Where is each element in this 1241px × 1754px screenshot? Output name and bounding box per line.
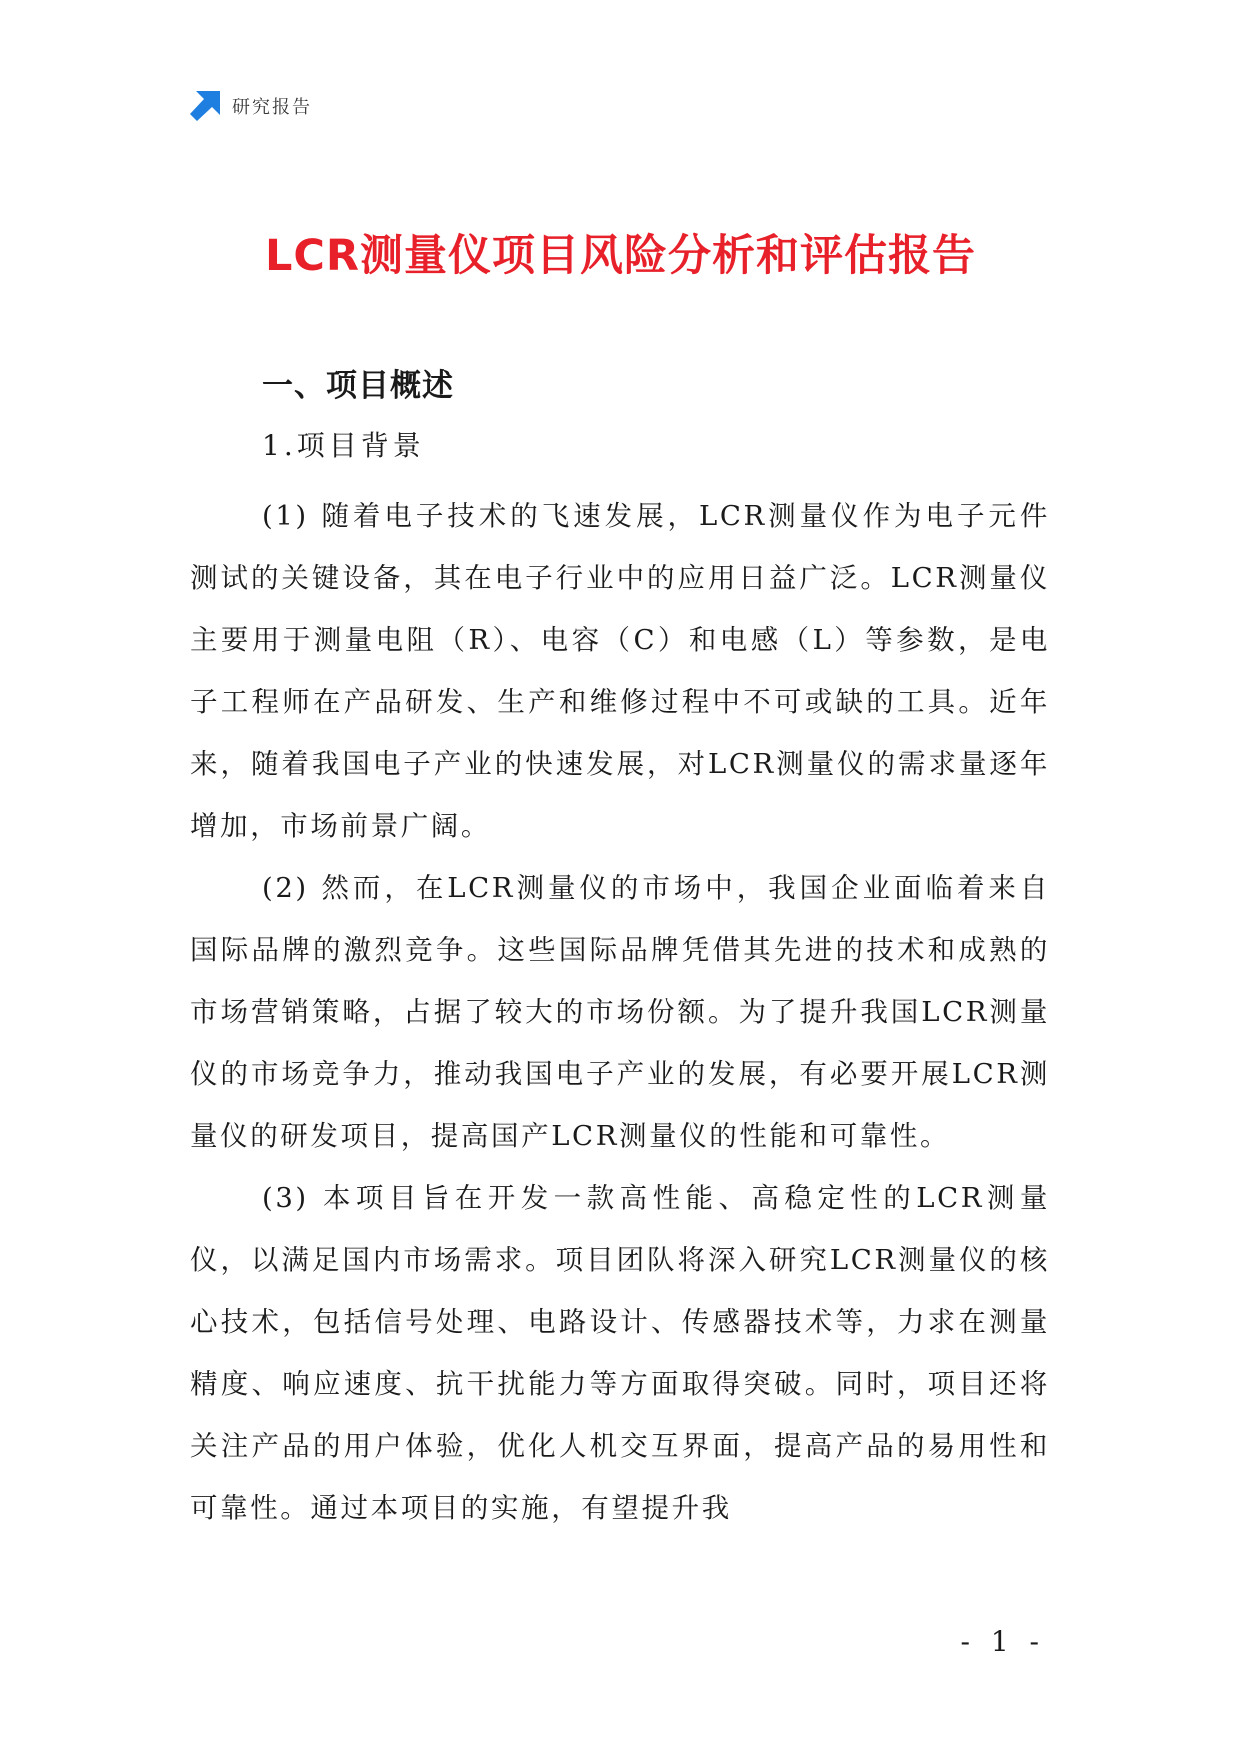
document-title: LCR测量仪项目风险分析和评估报告 (264, 231, 977, 281)
page-number: - 1 - (960, 1625, 1045, 1658)
section-heading: 一、项目概述 (262, 368, 454, 404)
subsection-heading: 1.项目背景 (262, 429, 425, 462)
body-text (190, 485, 1050, 1539)
report-header (190, 90, 312, 122)
paragraph-2: (2) 然而，在LCR测量仪的市场中，我国企业面临着来自国际品牌的激烈竞争。这些国际品牌凭借其先进的技术和成熟的市场营销策略，占据了较大的市场份额。为了提升我国LCR测量仪的市场竞争力，推动我国电子产业的发展，有必要开展LCR测量仪的研发项目，提高国产LCR测量仪的性能和可靠性。 (190, 872, 1050, 1152)
paragraph-3: (3) 本项目旨在开发一款高性能、高稳定性的LCR测量仪，以满足国内市场需求。项目团队将深入研究LCR测量仪的核心技术，包括信号处理、电路设计、传感器技术等，力求在测量精度、响应速度、抗干扰能力等方面取得突破。同时，项目还将关注产品的用户体验，优化人机交互界面，提高产品的易用性和可靠性。通过本项目的实施，有望提升我 (190, 1182, 1050, 1524)
paragraph-1: (1) 随着电子技术的飞速发展，LCR测量仪作为电子元件测试的关键设备，其在电子行业中的应用日益广泛。LCR测量仪主要用于测量电阻（R）、电容（C）和电感（L）等参数，是电子工程师在产品研发、生产和维修过程中不可或缺的工具。近年来，随着我国电子产业的快速发展，对LCR测量仪的需求量逐年增加，市场前景广阔。 (190, 500, 1050, 842)
header-label: 研究报告 (232, 97, 312, 118)
arrow-up-right-icon (190, 91, 220, 121)
